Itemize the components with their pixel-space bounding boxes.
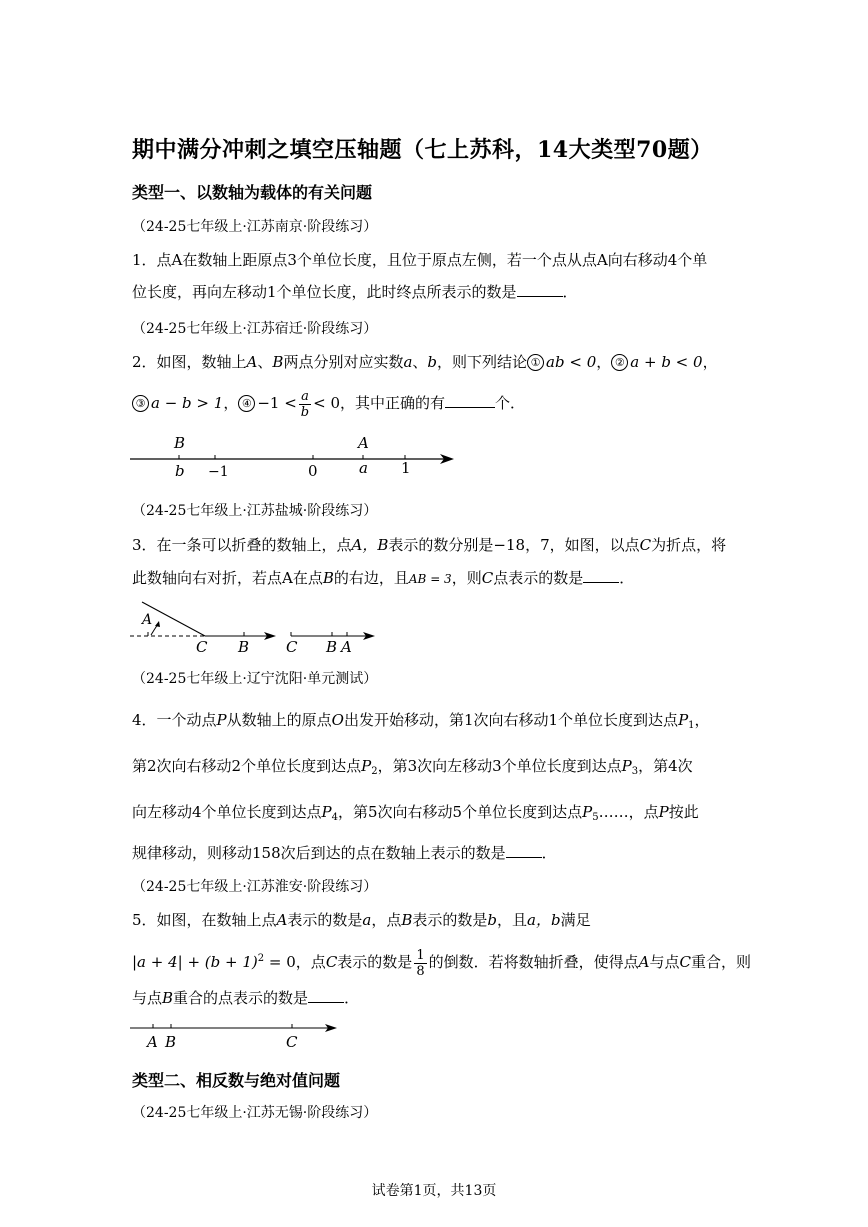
- q4-text: ，第4次: [638, 757, 693, 775]
- superscript: 2: [257, 953, 265, 964]
- q2-source: （24-25七年级上·江苏宿迁·阶段练习）: [132, 321, 378, 337]
- q3-values: −18，7: [493, 536, 550, 554]
- q4-var: P: [621, 757, 632, 775]
- q2-text: ，: [596, 353, 612, 371]
- section-heading-2: 类型二、相反数与绝对值问题: [132, 1071, 341, 1090]
- q4-text: 4．一个动点: [132, 711, 217, 729]
- q4-var: P: [361, 757, 372, 775]
- subscript: 3: [631, 766, 639, 777]
- q5-text: 表示的数是: [337, 953, 413, 971]
- q2-var: b: [427, 353, 438, 371]
- fraction: [299, 389, 311, 420]
- q3-text: ，如图，以点: [549, 536, 640, 554]
- q5-var: C: [679, 953, 691, 971]
- q3-text: 点表示的数是: [493, 569, 584, 587]
- q1-source: （24-25七年级上·江苏南京·阶段练习）: [132, 219, 378, 235]
- q3-var: A，B: [351, 536, 389, 554]
- subscript: 1: [688, 720, 695, 731]
- label-A: A: [358, 434, 369, 452]
- label-B: B: [165, 1033, 177, 1051]
- q4-source: （24-25七年级上·辽宁沈阳·单元测试）: [132, 671, 378, 687]
- fraction: [414, 948, 426, 979]
- label-b: b: [175, 462, 185, 480]
- q5-text: 5．如图，在数轴上点: [132, 911, 277, 929]
- q5-var: a: [362, 911, 372, 929]
- label-B: B: [238, 638, 250, 656]
- q6-source: （24-25七年级上·江苏无锡·阶段练习）: [132, 1105, 378, 1121]
- q2-text: 、: [257, 353, 273, 371]
- q5-text: ，点: [371, 911, 402, 929]
- q5-end: ．: [344, 989, 360, 1007]
- q4-var: P: [582, 803, 593, 821]
- folding-number-line-figure-q3: [128, 598, 388, 656]
- q4-var: P: [321, 803, 332, 821]
- q5-text: ，点: [295, 953, 326, 971]
- q3-line2: [132, 568, 634, 589]
- answer-blank: [517, 282, 563, 297]
- q2-var: A: [246, 353, 258, 371]
- q4-line4: [132, 843, 557, 863]
- q5-text: 的倒数．若将数轴折叠，使得点: [428, 953, 639, 971]
- q5-expr: = 0: [264, 953, 296, 971]
- q5-text: 表示的数是: [412, 911, 488, 929]
- q2-text: ，: [223, 394, 239, 412]
- q4-text: ……，点: [598, 803, 659, 821]
- q2-end: 个．: [495, 394, 526, 412]
- q3-expr: AB = 3: [408, 572, 452, 586]
- subscript: 4: [331, 812, 339, 823]
- q2-expr: ab < 0: [546, 353, 597, 371]
- q3-var: C: [639, 536, 652, 554]
- q2-var: a: [403, 353, 413, 371]
- q4-var: P: [216, 711, 227, 729]
- q2-text: ，则下列结论: [437, 353, 528, 371]
- q2-line1: [132, 352, 718, 372]
- q5-line1: [132, 910, 591, 930]
- q2-text: 两点分别对应实数: [283, 353, 404, 371]
- q5-text: 与点: [649, 953, 680, 971]
- answer-blank: [583, 568, 619, 583]
- q3-var: C: [481, 569, 494, 587]
- q3-end: ．: [619, 569, 635, 587]
- fraction-denominator: b: [300, 404, 310, 420]
- q4-var: P: [678, 711, 689, 729]
- q3-text: 3．在一条可以折叠的数轴上，点: [132, 536, 352, 554]
- answer-blank: [506, 843, 542, 858]
- q3-source: （24-25七年级上·江苏盐城·阶段练习）: [132, 503, 378, 519]
- q4-text: 规律移动，则移动158次后到达的点在数轴上表示的数是: [132, 844, 506, 862]
- q2-var: B: [272, 353, 284, 371]
- q5-expr: |a + 4| + (b + 1): [132, 953, 258, 971]
- q4-text: 从数轴上的原点: [226, 711, 332, 729]
- q4-end: ．: [541, 844, 557, 862]
- q4-text: ，: [694, 711, 710, 729]
- q5-source: （24-25七年级上·江苏淮安·阶段练习）: [132, 879, 378, 895]
- number-line-figure-q5: [128, 1018, 344, 1052]
- q1-line1: 1．点A在数轴上距原点3个单位长度，且位于原点左侧，若一个点从点A向右移动4个单: [132, 251, 708, 269]
- fraction-numerator: a: [299, 389, 311, 405]
- q2-expr: a + b < 0: [630, 353, 703, 371]
- q1-line2: [132, 282, 578, 302]
- q4-text: 出发开始移动，第1次向右移动1个单位长度到达点: [343, 711, 679, 729]
- q3-var: B: [322, 569, 334, 587]
- q5-var: a，b: [527, 911, 561, 929]
- answer-blank: [308, 988, 344, 1003]
- q3-text: 的右边，且: [333, 569, 409, 587]
- q4-text: ，第5次向右移动5个单位长度到达点: [338, 803, 583, 821]
- page-title: 期中满分冲刺之填空压轴题（七上苏科，14大类型70题）: [132, 137, 713, 163]
- q5-var: A: [276, 911, 288, 929]
- q2-expr: < 0: [313, 394, 340, 412]
- q3-text: 此数轴向右对折，若点A在点: [132, 569, 323, 587]
- label-A: A: [341, 638, 352, 656]
- subscript: 2: [371, 766, 378, 777]
- q2-text: ，其中正确的有: [340, 394, 446, 412]
- label-a: a: [359, 459, 368, 477]
- q4-line3: [132, 802, 699, 828]
- q4-text: 第2次向右移动2个单位长度到达点: [132, 757, 362, 775]
- q5-line3: [132, 988, 359, 1008]
- q3-text: 表示的数分别是: [388, 536, 494, 554]
- label-0: 0: [308, 462, 318, 480]
- label-C: C: [196, 638, 208, 656]
- q4-text: 按此: [668, 803, 699, 821]
- q2-line2: [132, 386, 525, 420]
- label-A: A: [142, 612, 153, 628]
- fraction-numerator: 1: [416, 947, 425, 963]
- q4-line2: [132, 756, 693, 782]
- q3-text: 为折点，将: [651, 536, 727, 554]
- q5-text: 与点: [132, 989, 163, 1007]
- q3-text: ，则: [451, 569, 482, 587]
- label-C: C: [286, 1033, 298, 1051]
- q5-var: B: [162, 989, 174, 1007]
- q4-var: P: [658, 803, 669, 821]
- q5-line2: [132, 942, 751, 979]
- answer-blank: [445, 393, 495, 408]
- q5-text: ，且: [497, 911, 528, 929]
- label-neg1: −1: [208, 464, 229, 480]
- number-line-figure-q2: [128, 430, 458, 482]
- q5-text: 表示的数是: [287, 911, 363, 929]
- label-B: B: [174, 434, 186, 452]
- circled-number-4: ④: [238, 395, 255, 412]
- q2-expr: −1 <: [257, 394, 297, 412]
- q2-text: 、: [412, 353, 428, 371]
- q1-text: 位长度，再向左移动1个单位长度，此时终点所表示的数是: [132, 283, 517, 301]
- label-A: A: [147, 1033, 158, 1051]
- q3-line1: [132, 535, 726, 555]
- q2-text: 2．如图，数轴上: [132, 353, 247, 371]
- q2-expr: a − b > 1: [151, 394, 224, 412]
- q5-var: C: [325, 953, 338, 971]
- label-B: B: [326, 638, 338, 656]
- subscript: 5: [592, 812, 599, 823]
- section-heading-1: 类型一、以数轴为载体的有关问题: [132, 183, 373, 202]
- q4-text: ，第3次向左移动3个单位长度到达点: [377, 757, 622, 775]
- q5-text: 重合，则: [690, 953, 751, 971]
- q5-text: 重合的点表示的数是: [173, 989, 309, 1007]
- q5-var: A: [638, 953, 650, 971]
- q1-end: ．: [562, 283, 578, 301]
- circled-number-1: ①: [527, 354, 544, 371]
- label-1: 1: [401, 459, 411, 477]
- q4-text: 向左移动4个单位长度到达点: [132, 803, 322, 821]
- circled-number-2: ②: [611, 354, 628, 371]
- q2-text: ，: [702, 353, 718, 371]
- fraction-denominator: 8: [416, 963, 425, 979]
- page-footer: 试卷第1页，共13页: [371, 1183, 497, 1199]
- q4-var: O: [331, 711, 344, 729]
- q5-text: 满足: [560, 911, 591, 929]
- q5-var: b: [487, 911, 498, 929]
- circled-number-3: ③: [132, 395, 149, 412]
- label-C: C: [286, 638, 298, 656]
- q4-line1: [132, 710, 710, 736]
- q5-var: B: [401, 911, 413, 929]
